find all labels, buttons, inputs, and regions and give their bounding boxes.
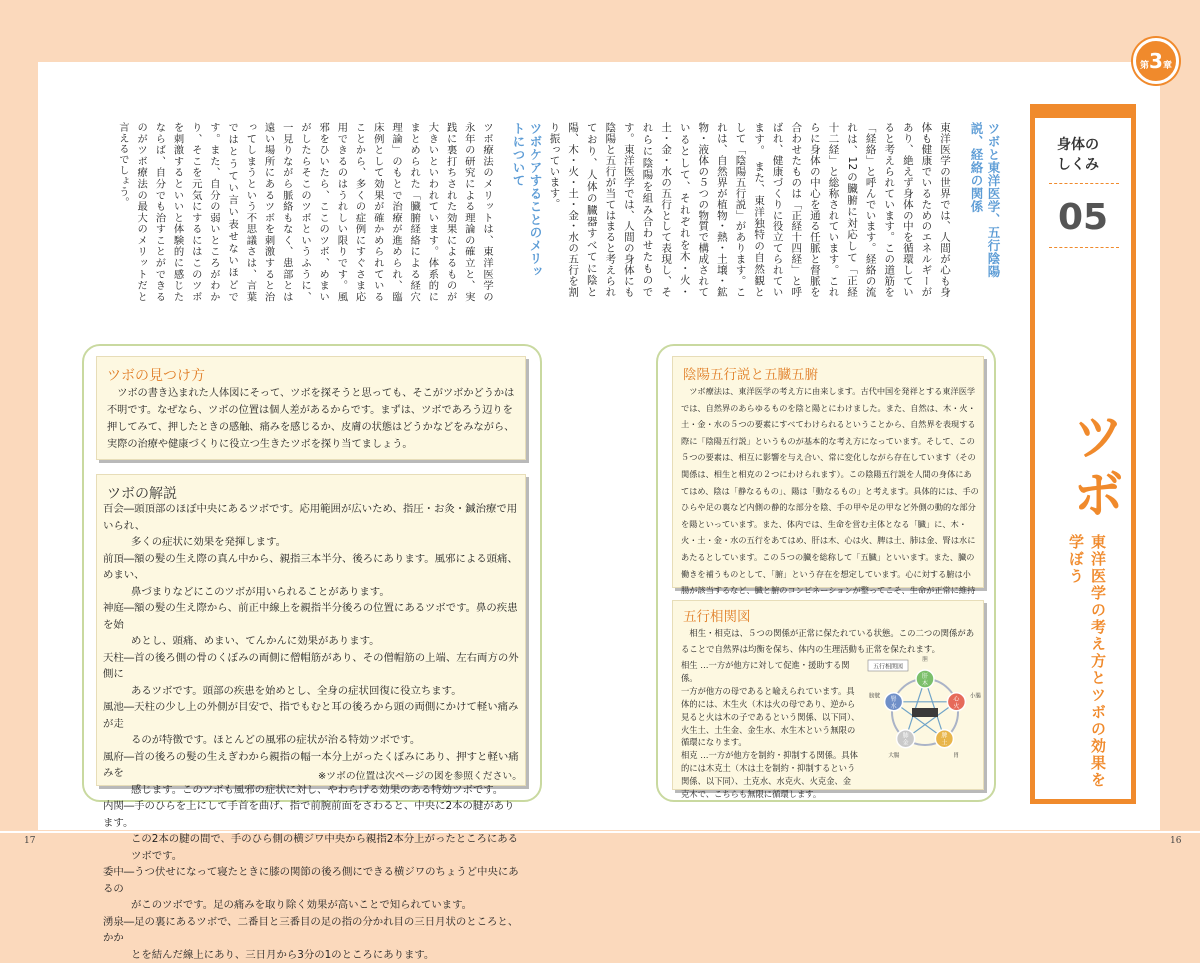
body-keiraku — [656, 122, 954, 297]
chapter-number: 3 — [1149, 49, 1163, 73]
tsubo-text-cont: 感じます。このツボも風邪の症状に対し、やわらげる効果のある特効ツボです。 — [103, 782, 523, 799]
gogyo-box-title: 五行相関図 — [683, 605, 751, 625]
gogyo-line: 的には木克土（木は土を制約・抑制するという — [681, 762, 861, 775]
yinyang-box-title: 陰陽五行説と五臓五腑 — [683, 363, 818, 383]
tsubo-name: 委中 — [103, 866, 124, 878]
gogyo-line: 関係、以下同）、土克水、水克火、火克金、金 — [681, 775, 861, 788]
heading-tsubo-toyo: ツボと東洋医学、五行陰陽説、経絡の関係 — [968, 122, 1002, 297]
explain-box — [96, 474, 526, 786]
diagram-organ-label: 脾 — [941, 732, 947, 740]
sidebar-divider — [1049, 183, 1119, 184]
tsubo-text: ―足の裏にあるツボで、二番目と三番目の足の指の分かれ目の三日月状のところと、かか — [103, 916, 518, 945]
tsubo-item — [103, 501, 523, 551]
diagram-organ-label: 肝 — [922, 672, 928, 680]
chapter-sidebar — [1030, 104, 1136, 804]
sidebar-label — [1057, 135, 1099, 175]
tsubo-item — [103, 864, 523, 914]
diagram-center-label — [912, 708, 938, 717]
tsubo-name: 百会 — [103, 503, 124, 515]
tsubo-item — [103, 798, 523, 864]
tsubo-text-cont: この2本の腱の間で、手のひら側の横ジワ中央から親指2本分上がったところにあるツボです。 — [103, 831, 523, 864]
tsubo-name: 前頂 — [103, 553, 124, 565]
tsubo-text: ―額の髪の生え際から、前正中線上を親指半分後ろの位置にあるツボです。鼻の疾患を始 — [103, 602, 518, 631]
yinyang-box — [672, 356, 984, 588]
explain-box-title: ツボの解説 — [107, 483, 177, 503]
diagram-title: 五行相関図 — [873, 663, 903, 671]
diagram-fu-label: 小腸 — [970, 692, 982, 700]
tsubo-text-cont: るのが特徴です。ほとんどの風邪の症状が治る特効ツボです。 — [103, 732, 523, 749]
tsubo-item — [103, 914, 523, 963]
sidebar-top-band — [1030, 104, 1136, 118]
tsubo-text-cont: とを結んだ線上にあり、三日月から3分の1のところにあります。 — [103, 947, 523, 963]
page-number-left: 17 — [24, 836, 35, 846]
gogyo-line: 循環になります。 — [681, 736, 861, 749]
sidebar-divider — [1049, 247, 1119, 248]
diagram-element-label: 金 — [903, 739, 909, 747]
tsubo-name: 風池 — [103, 701, 124, 713]
diagram-organ-label: 腎 — [891, 695, 897, 703]
gogyo-line: 火生土、土生金、金生水、水生木という無限の — [681, 724, 861, 737]
diagram-element-label: 火 — [953, 702, 959, 710]
tsubo-item — [103, 551, 523, 601]
sidebar-label-line1: 身体の — [1057, 135, 1099, 155]
tsubo-text-cont: 鼻づまりなどにこのツボが用いられることがあります。 — [103, 584, 523, 601]
tsubo-text-cont: めとし、頭痛、めまい、てんかんに効果があります。 — [103, 633, 523, 650]
body-inyo-gogyo-text: また、東洋独特の自然観として「陰陽五行説」があります。これは、自然界が植物・熱・土壌・鉱物・液体の５つの物質で構成されているとして、それぞれを木・火・土・金・水の五行として表現し、それらに陰陽を組み合わせたものです。東洋医学では、人間の身体にも陰陽と五行が当てはまると考えられており、人体の臓器すべてに陰と陽、木・火・土・金・水の五行を割り振っています。 — [549, 122, 766, 297]
gogyo-box-lines — [681, 659, 861, 801]
diagram-organ-label: 肺 — [903, 732, 909, 740]
gogyo-line: 相克 …一方が他方を制約・抑制する関係。具体 — [681, 749, 861, 762]
tsubo-text-cont: 多くの症状に効果を発揮します。 — [103, 534, 523, 551]
gogyo-diagram — [860, 650, 990, 780]
gogyo-line: 克木で、こちらも無限に循環します。 — [681, 788, 861, 801]
chapter-suffix: 章 — [1163, 61, 1172, 71]
tsubo-name: 内関 — [103, 800, 124, 812]
tsubo-name: 天柱 — [103, 652, 124, 664]
chapter-prefix: 第 — [1140, 61, 1149, 71]
chapter-badge — [1133, 38, 1179, 84]
gogyo-line: 一方が他方の母であると喩えられています。具 — [681, 685, 861, 698]
tsubo-text: ―首の後ろ側の骨のくぼみの両側に僧帽筋があり、その僧帽筋の上端、左右両方の外側に — [103, 652, 519, 681]
tsubo-text-cont: がこのツボです。足の痛みを取り除く効果が高いことで知られています。 — [103, 897, 523, 914]
section-subtitle: 東洋医学の考え方とツボの効果を学ぼう — [1065, 534, 1109, 794]
yinyang-box-body: ツボ療法は、東洋医学の考え方に由来します。古代中国を発祥とする東洋医学では、自然界のあらゆるものを陰と陽とにわけました。また、自然は、木・火・土・金・水の５つの要素にすべてわけられるということから、自然界を表現する際に「陰陽五行説」というものが基本的な考え方になっています。そして、この５つの要素は、相互に影響を与え合い、常に変化しながら存在しています（その関係は、相生と相克の２つにわけられます）。この陰陽五行説を人間の身体にあてはめ、陰は「静なるもの」、陽は「動なるもの」と考えます。具体的には、手のひらや足の裏など内側の静的な部分を陰、手の甲や足の甲など外側の動的な部分を陽といっています。また、体内では、生命を営む主体となる「臓」に、木・火・土・金・水の五行をあてはめ、肝は木、心は火、脾は土、肺は金、腎は水にあたるとしています。この５つの臓を総称して「五臓」といいます。また、臓の働きを補うものとして、「腑」という存在を想定しています。心に対する腑は小腸が該当するなど、臓と腑のコンビネーションが整ってこそ、生命が正常に維持 — [681, 383, 979, 615]
diagram-fu-label: 胆 — [922, 655, 928, 663]
sidebar-label-line2: しくみ — [1057, 155, 1099, 175]
diagram-element-label: 水 — [891, 702, 897, 710]
diagram-fu-label: 大腸 — [888, 751, 900, 759]
find-box-title: ツボの見つけ方 — [107, 365, 205, 385]
find-box — [96, 356, 526, 460]
tsubo-text: ―首の後ろの髪の生えぎわから親指の幅一本分上がったくぼみにあり、押すと軽い痛みを — [103, 751, 519, 780]
gogyo-line: 体的には、木生火（木は火の母であり、逆から — [681, 698, 861, 711]
tsubo-name: 神庭 — [103, 602, 124, 614]
tsubo-text: ―頭頂部のほぼ中央にあるツボです。応用範囲が広いため、指圧・お灸・鍼治療で用いられ、 — [103, 503, 517, 532]
tsubo-text: ―手のひらを上にして手首を曲げ、指で前腕前面をさわると、中央に2本の腱があります。 — [103, 800, 514, 829]
tsubo-item — [103, 650, 523, 700]
section-title: ツボ — [1063, 409, 1123, 525]
tsubo-name: 湧泉 — [103, 916, 124, 928]
tsubo-name: 風府 — [103, 751, 124, 763]
tsubo-text-cont: あるツボです。頭部の疾患を始めとし、全身の症状回復に役立ちます。 — [103, 683, 523, 700]
body-keiraku-text: 東洋医学の世界では、人間が心も身体も健康でいるためのエネルギーがあり、絶えず身体の中を循環していると考えられています。この道筋を「経絡」と呼んでいます。経絡の流れは、12の臓腑に対応して「正経十二経」と総称されています。これらに身体の中心を通る任脈と督脈を合わせたものは「正経十四経」と呼ばれ、健康づくりに役立てられています。 — [753, 122, 951, 297]
section-number: 05 — [1035, 197, 1131, 238]
page-number-right: 16 — [1170, 836, 1181, 846]
heading-merit: ツボケアすることのメリットについて — [510, 122, 544, 282]
gogyo-box-intro: 相生・相克は、５つの関係が正常に保たれている状態。この二つの関係があることで自然界は均衡を保ち、体内の生理活動も正常を保たれます。 — [681, 625, 979, 657]
tsubo-text: ―天柱の少し上の外側が目安で、指でもむと耳の後ろから頭の両側にかけて軽い痛みが走 — [103, 701, 518, 730]
explain-box-note: ※ツボの位置は次ページの図を参照ください。 — [317, 768, 522, 785]
tsubo-item — [103, 699, 523, 749]
diagram-fu-label: 胃 — [953, 751, 959, 759]
tsubo-text: ―うつ伏せになって寝たときに膝の関節の後ろ側にできる横ジワのちょうど中央にあるの — [103, 866, 519, 895]
body-merit: ツボ療法のメリットは、東洋医学の永年の研究による理論の確立と、実践に裏打ちされた効果によるものが大きいといわれています。体系的にまとめられた「臓腑経絡による経穴理論」のもとで治療が進められ、臨床例として効果が確かめられていることから、多くの症例にすぐさま応用できるのはうれしい限りです。風邪をひいたら、ここのツボ、めまいがしたらそこのツボというふうに、一見りながら脈絡もなく、患部とは遠い場所にあるツボを刺激すると治ってしまうという不思議さは、言葉ではとうてい言い表せないほどです。また、自分の弱いところがわかり、そこを元気にするにはこのツボを刺激するといいと体験的に感じたならば、自分でも治すことができるのがツボ療法の最大のメリットだと言えるでしょう。 — [168, 122, 496, 302]
gogyo-line: 相生 …一方が他方に対して促進・援助する関係。 — [681, 659, 861, 685]
diagram-organ-label: 心 — [953, 695, 960, 703]
find-box-body: ツボの書き込まれた人体図にそって、ツボを探そうと思っても、そこがツボかどうかは不明です。なぜなら、ツボの位置は個人差があるからです。まずは、ツボであろう辺りを押してみて、押したときの感触、痛みを感じるか、皮膚の状態はどうかなどをみながら、実際の治療や健康づくりに役立つ生きたツボを探り当てましょう。 — [107, 385, 521, 453]
tsubo-item — [103, 600, 523, 650]
diagram-element-label: 土 — [941, 739, 947, 747]
tsubo-list — [103, 501, 523, 963]
diagram-element-label: 木 — [922, 679, 928, 687]
tsubo-text: ―額の髪の生え際の真ん中から、親指三本半分、後ろにあります。風邪による頭痛、めまい、 — [103, 553, 518, 582]
diagram-fu-label: 膀胱 — [869, 692, 881, 700]
gogyo-line: 見ると火は木の子であるという関係、以下同）、 — [681, 711, 861, 724]
